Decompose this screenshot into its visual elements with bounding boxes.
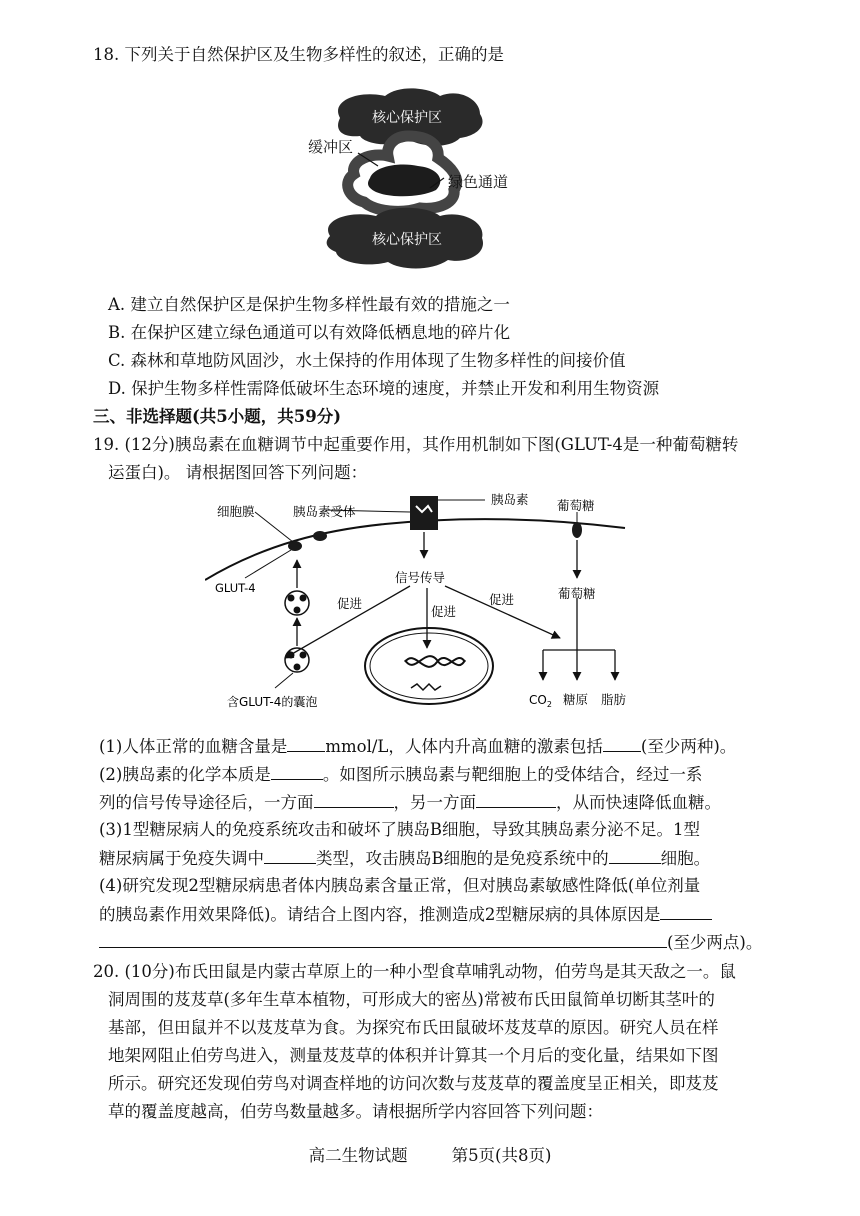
glucose-transporter-shape bbox=[572, 522, 582, 538]
promote-right-label: 促进 bbox=[489, 592, 515, 607]
buffer-inner-shape bbox=[368, 165, 440, 197]
answer-blank-3[interactable] bbox=[271, 762, 323, 780]
q19-part1-text-b: mmol/L，人体内升高血糖的激素包括 bbox=[325, 737, 603, 756]
q19-part4-line2 bbox=[99, 902, 712, 927]
insulin-receptor-shape bbox=[410, 496, 438, 530]
q19-stem-line2: 运蛋白)。 请根据图回答下列问题： bbox=[108, 463, 368, 482]
q19-part2-text-d: ，另一方面 bbox=[393, 793, 476, 812]
answer-blank-9[interactable] bbox=[99, 930, 667, 948]
q18-stem: 18. 下列关于自然保护区及生物多样性的叙述，正确的是 bbox=[93, 45, 504, 64]
q19-part4-line3 bbox=[99, 930, 762, 955]
q19-part1-text-a: (1)人体正常的血糖含量是 bbox=[99, 737, 288, 756]
q19-part2-text-e: ，从而快速降低血糖。 bbox=[556, 793, 721, 812]
q18-option-b: B. 在保护区建立绿色通道可以有效降低栖息地的碎片化 bbox=[108, 323, 511, 342]
q19-part1 bbox=[99, 734, 736, 759]
corridor-label: 绿色通道 bbox=[448, 173, 509, 191]
insulin-label: 胰岛素 bbox=[491, 492, 529, 507]
signal-label: 信号传导 bbox=[395, 570, 446, 585]
q18-option-c: C. 森林和草地防风固沙，水土保持的作用体现了生物多样性的间接价值 bbox=[108, 351, 626, 370]
q19-part2-text-a: (2)胰岛素的化学本质是 bbox=[99, 765, 271, 784]
glucose-top-label: 葡萄糖 bbox=[557, 498, 595, 513]
answer-blank-2[interactable] bbox=[603, 734, 641, 752]
q19-part3-line1: (3)1型糖尿病人的免疫系统攻击和破坏了胰岛B细胞，导致其胰岛素分泌不足。1型 bbox=[99, 820, 700, 839]
q20-line-2: 洞周围的芨芨草(多年生草本植物，可形成大的密丛)常被布氏田鼠简单切断其茎叶的 bbox=[108, 990, 715, 1009]
q19-part3-line2 bbox=[99, 846, 710, 871]
q19-part4-line1: (4)研究发现2型糖尿病患者体内胰岛素含量正常，但对胰岛素敏感性降低(单位剂量 bbox=[99, 876, 701, 895]
co2-label bbox=[529, 693, 552, 709]
q19-part3-text-b: 糖尿病属于免疫失调中 bbox=[99, 849, 264, 868]
fat-label: 脂肪 bbox=[601, 692, 627, 707]
q19-part3-text-d: 细胞。 bbox=[660, 849, 711, 868]
answer-blank-6[interactable] bbox=[264, 846, 316, 864]
glut4-membrane-1 bbox=[288, 541, 302, 551]
q20-line-1: 20. (10分)布氏田鼠是内蒙古草原上的一种小型食草哺乳动物，伯劳鸟是其天敌之一。鼠 bbox=[93, 962, 736, 981]
q19-part4-text-c: (至少两点)。 bbox=[667, 933, 763, 952]
q19-part4-text-b: 的胰岛素作用效果降低)。请结合上图内容，推测造成2型糖尿病的具体原因是 bbox=[99, 905, 661, 924]
q19-part2-line1 bbox=[99, 762, 702, 787]
q18-option-a: A. 建立自然保护区是保护生物多样性最有效的措施之一 bbox=[108, 295, 510, 314]
footer-page-number: 第5页(共8页) bbox=[451, 1146, 552, 1165]
section-title: 三、非选择题(共5小题，共59分) bbox=[93, 407, 342, 426]
glut4-label: GLUT-4 bbox=[215, 581, 256, 595]
promote-mid-label: 促进 bbox=[431, 604, 457, 619]
vesicle-label: 含GLUT-4的囊泡 bbox=[227, 695, 318, 709]
q20-line-5: 所示。研究还发现伯劳鸟对调查样地的访问次数与芨芨草的覆盖度呈正相关，即芨芨 bbox=[108, 1074, 719, 1093]
co2-text: CO bbox=[529, 693, 547, 707]
answer-blank-5[interactable] bbox=[476, 790, 556, 808]
glycogen-label: 糖原 bbox=[563, 692, 589, 707]
q18-option-d: D. 保护生物多样性需降低破坏生态环境的速度，并禁止开发和利用生物资源 bbox=[108, 379, 660, 398]
core-top-label: 核心保护区 bbox=[372, 110, 442, 126]
membrane-label: 细胞膜 bbox=[217, 504, 255, 519]
q19-part3-text-c: 类型，攻击胰岛B细胞的是免疫系统中的 bbox=[316, 849, 609, 868]
q20-line-6: 草的覆盖度越高，伯劳鸟数量越多。请根据所学内容回答下列问题： bbox=[108, 1102, 603, 1121]
co2-subscript: 2 bbox=[546, 700, 552, 709]
answer-blank-7[interactable] bbox=[609, 846, 661, 864]
core-bottom-label: 核心保护区 bbox=[372, 232, 442, 248]
answer-blank-4[interactable] bbox=[314, 790, 394, 808]
q20-line-3: 基部，但田鼠并不以芨芨草为食。为探究布氏田鼠破坏芨芨草的原因。研究人员在样 bbox=[108, 1018, 719, 1037]
insulin-mechanism-figure bbox=[205, 488, 655, 720]
page-footer bbox=[0, 1142, 860, 1166]
receptor-label: 胰岛素受体 bbox=[293, 504, 356, 519]
answer-blank-1[interactable] bbox=[287, 734, 325, 752]
q19-part1-text-c: (至少两种)。 bbox=[640, 737, 737, 756]
glut4-membrane-2 bbox=[313, 531, 327, 541]
q20-line-4: 地架网阻止伯劳鸟进入，测量芨芨草的体积并计算其一个月后的变化量，结果如下图 bbox=[108, 1046, 719, 1065]
q19-part2-text-c: 列的信号传导途径后，一方面 bbox=[99, 793, 314, 812]
footer-subject: 高二生物试题 bbox=[308, 1146, 408, 1165]
q19-part2-line2 bbox=[99, 790, 721, 815]
q19-part2-text-b: 。如图所示胰岛素与靶细胞上的受体结合，经过一系 bbox=[322, 765, 703, 784]
q19-stem-line1: 19. (12分)胰岛素在血糖调节中起重要作用，其作用机制如下图(GLUT-4是一种葡萄糖转 bbox=[93, 435, 739, 454]
buffer-label: 缓冲区 bbox=[308, 138, 354, 156]
answer-blank-8[interactable] bbox=[660, 902, 712, 920]
promote-left-label: 促进 bbox=[337, 596, 363, 611]
glucose-mid-label: 葡萄糖 bbox=[558, 586, 596, 601]
